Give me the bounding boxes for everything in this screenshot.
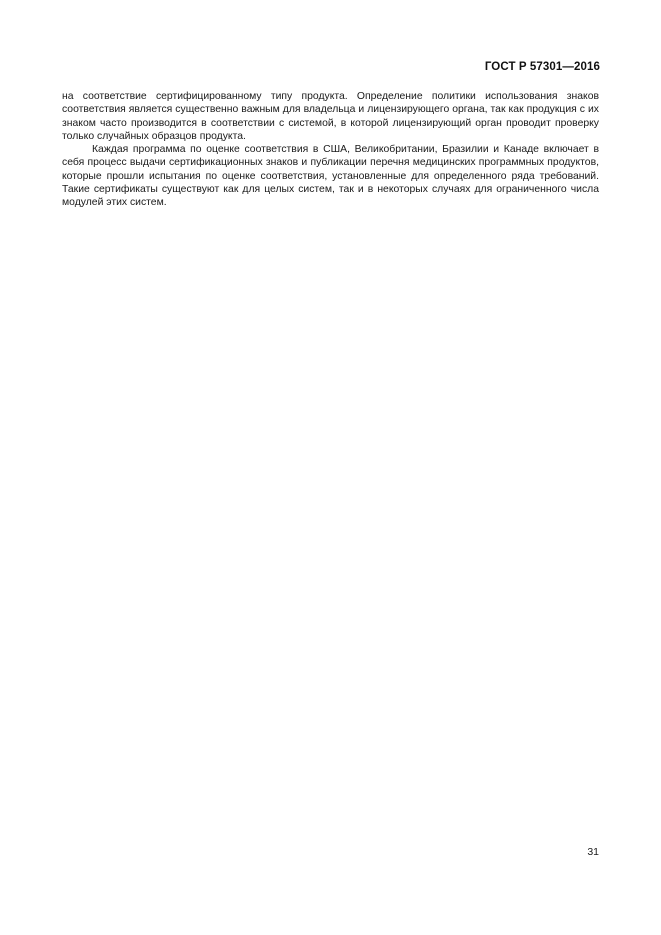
page-number: 31 [587, 846, 599, 858]
paragraph-continuation: на соответствие сертифицированному типу продукта. Определение политики использования знаков соответствия является существенно важным для владельца и лицензирующего органа, так как продукция с их знаком часто производится в соответствии с системой, в которой лицензирующий орган проводит проверку только случайных образцов продукта. [62, 91, 599, 142]
paragraph-certification-programs: Каждая программа по оценке соответствия в США, Великобритании, Бразилии и Канаде включает в себя процесс выдачи сертификационных знаков и публикации перечня медицинских программных продуктов, которые прошли испытания по оценке соответствия, установленные для определенного ряда требований. Такие сертификаты существуют как для целых систем, так и в некоторых случаях для ограниченного числа модулей этих систем. [62, 144, 599, 209]
page-header-standard-code: ГОСТ Р 57301—2016 [484, 61, 600, 73]
body-text [62, 90, 599, 210]
